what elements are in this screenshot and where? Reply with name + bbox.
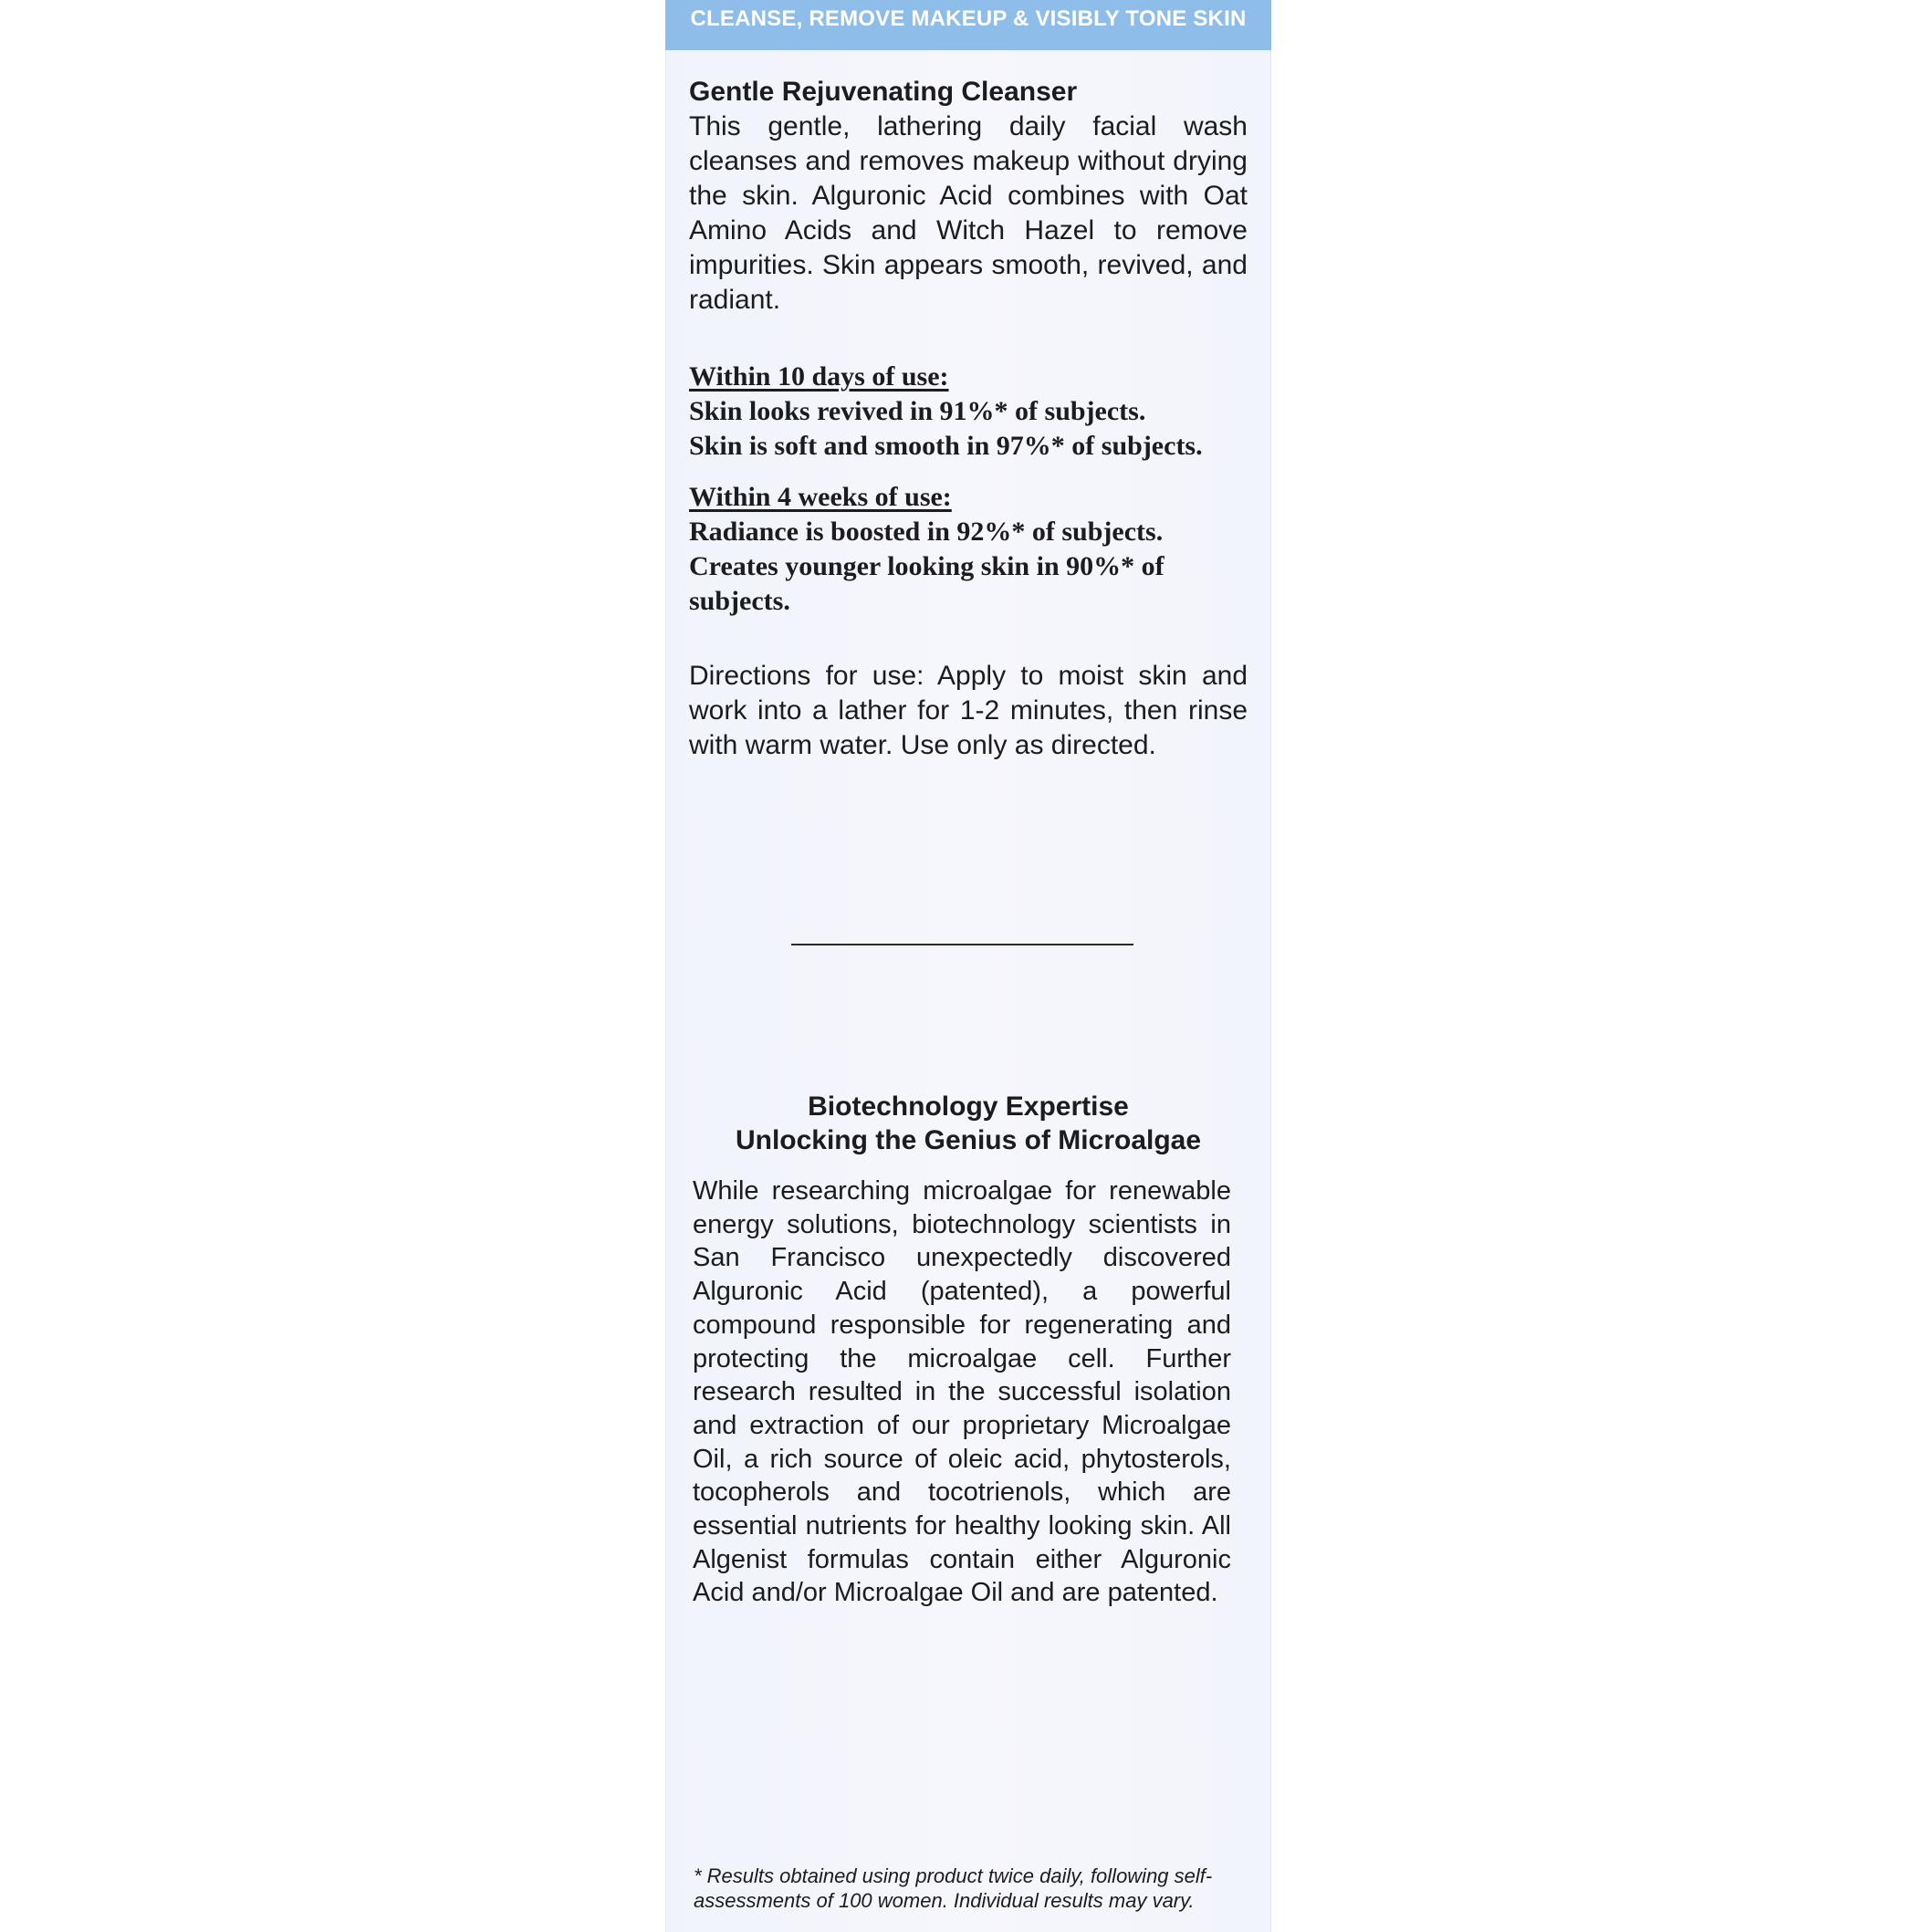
biotech-heading bbox=[689, 1090, 1248, 1157]
claim-line: Skin is soft and smooth in 97%* of subjects. bbox=[689, 431, 1203, 461]
directions-for-use: Directions for use: Apply to moist skin and work into a lather for 1-2 minutes, then rinse with warm water. Use only as directed. bbox=[689, 661, 1248, 760]
claim-line: Skin looks revived in 91%* of subjects. bbox=[689, 396, 1146, 426]
biotech-body: While researching microalgae for renewable energy solutions, biotechnology scientists in San Francisco unexpectedly discovered Alguronic Acid (patented), a powerful compound responsible for regenerating and protecting the microalgae cell. Further research resulted in the successful isolation and extraction of our proprietary Microalgae Oil, a rich source of oleic acid, phytosterols, tocopherols and tocotrienols, which are essential nutrients for healthy looking skin. All Algenist formulas contain either Alguronic Acid and/or Microalgae Oil and are patented. bbox=[693, 1176, 1231, 1608]
claims-heading: Within 10 days of use: bbox=[689, 361, 949, 392]
results-footnote: * Results obtained using product twice daily, following self-assessments of 100 women. Individual results may vary. bbox=[694, 1864, 1213, 1912]
product-description: This gentle, lathering daily facial wash cleanses and removes makeup without drying the skin. Alguronic Acid combines with Oat Amino Acids and Witch Hazel to remove impurities. Skin appears smooth, revived, and radiant. bbox=[689, 111, 1248, 315]
packaging-panel bbox=[665, 0, 1271, 1932]
claims-heading: Within 4 weeks of use: bbox=[689, 482, 952, 512]
biotech-title-line1: Biotechnology Expertise bbox=[808, 1091, 1129, 1122]
section-divider bbox=[791, 944, 1133, 945]
biotech-title-line2: Unlocking the Genius of Microalgae bbox=[735, 1125, 1202, 1155]
product-title: Gentle Rejuvenating Cleanser bbox=[689, 77, 1078, 107]
claim-line: Creates younger looking skin in 90%* of subjects. bbox=[689, 551, 1164, 616]
tagline-banner: CLEANSE, REMOVE MAKEUP & VISIBLY TONE SKIN bbox=[665, 0, 1271, 50]
claims-10-days bbox=[689, 360, 1248, 464]
claims-4-weeks bbox=[689, 480, 1248, 619]
claim-line: Radiance is boosted in 92%* of subjects. bbox=[689, 517, 1164, 547]
